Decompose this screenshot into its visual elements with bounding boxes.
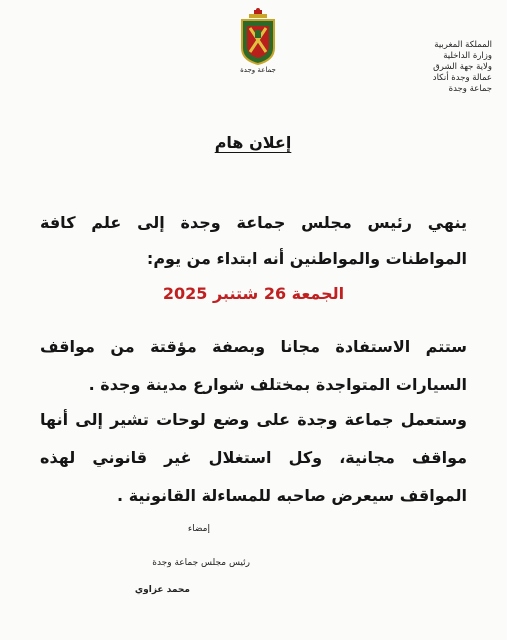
body-paragraph: ستتم الاستفادة مجانا وبصفة مؤقتة من مواقف السيارات المتواجدة بمختلف شوارع مدينة وجدة . [40, 337, 467, 394]
intro-paragraph: ينهي رئيس مجلس جماعة وجدة إلى علم كافة المواطنات والمواطنين أنه ابتداء من يوم: [40, 213, 467, 268]
issuer-line: وزارة الداخلية [443, 51, 492, 61]
issuer-block [370, 40, 492, 95]
issuer-line: المملكة المغربية [434, 40, 492, 50]
issuer-line: جماعة وجدة [448, 84, 492, 94]
signatory-name: محمد عزاوي [134, 585, 190, 595]
signatory-title: رئيس مجلس جماعة وجدة [152, 558, 250, 568]
signature-label: إمضاء [187, 524, 210, 534]
issuer-line: عمالة وجدة أنكاد [432, 73, 492, 83]
closing-paragraph: وستعمل جماعة وجدة على وضع لوحات تشير إلى أنها مواقف مجانية، وكل استغلال غير قانوني لهذه المواقف سيعرض صاحبه للمساءلة القانونية . [40, 410, 467, 505]
announcement-title: إعلان هام [214, 133, 292, 152]
issuer-line: ولاية جهة الشرق [433, 62, 492, 72]
effective-date: الجمعة 26 شتنبر 2025 [162, 284, 345, 303]
emblem-caption: جماعة وجدة [240, 66, 276, 74]
coat-of-arms-icon [238, 8, 278, 74]
